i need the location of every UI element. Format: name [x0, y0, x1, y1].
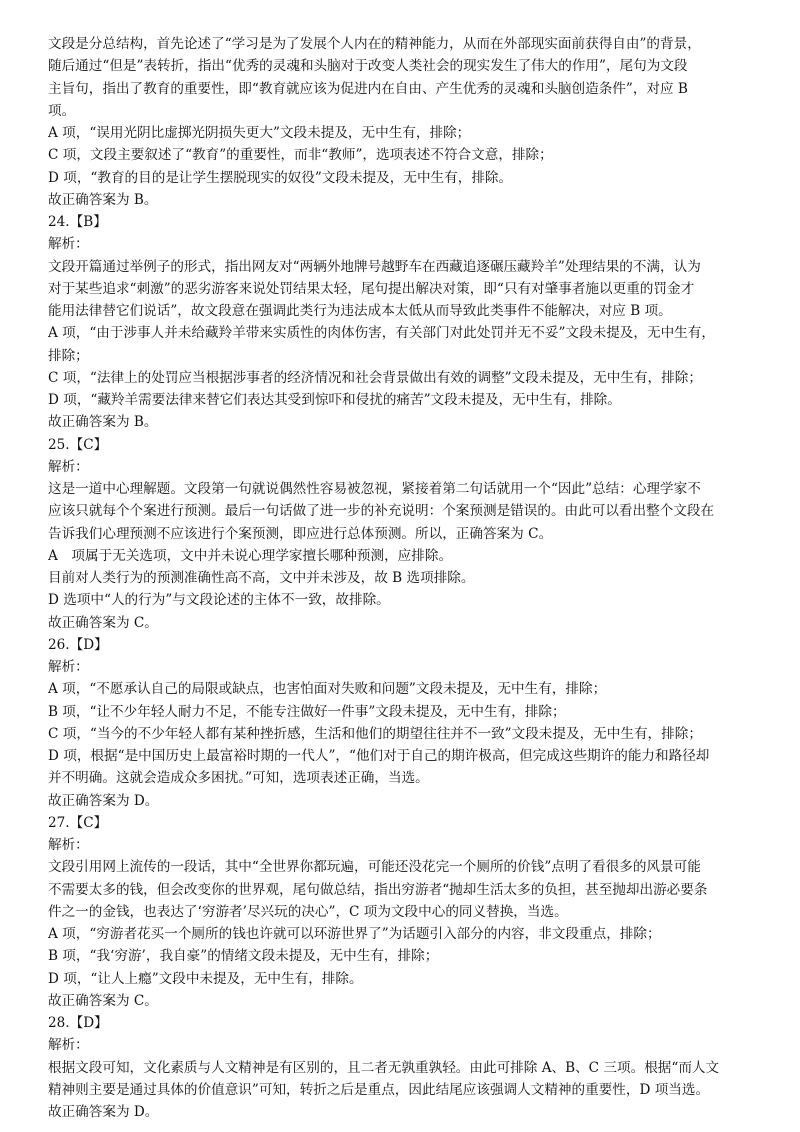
text-line: 告诉我们心理预测不应该进行个案预测，即应进行总体预测。所以，正确答案为 C。 — [48, 525, 553, 542]
option-analysis-line: D 选项中“人的行为”与文段论述的主体不一致，故排除。 — [48, 592, 390, 609]
text-line: 对于某些追求“刺激”的恶劣游客来说处罚结果太轻，尾句提出解决对策，即“只有对肇事者施以更重的罚金才 — [48, 280, 695, 297]
option-analysis-line: A 项，“穷游者花买一个厕所的钱也许就可以环游世界了”为话题引入部分的内容，非文段重点，排除； — [48, 926, 661, 942]
correct-answer-line: 故正确答案为 C。 — [48, 992, 158, 1009]
text-line: 文段开篇通过举例子的形式，指出网友对“两辆外地牌号越野车在西藏追逐碾压藏羚羊”处理结果的不满，认为 — [48, 258, 701, 275]
option-analysis-line: 并不明确。这就会造成众多困扰。”可知，选项表述正确，当选。 — [48, 770, 429, 787]
text-line: 精神则主要是通过具体的价值意识”可知，转折之后是重点，因此结尾应该强调人文精神的重要性，D 项当选。 — [48, 1081, 710, 1098]
correct-answer-line: 故正确答案为 B。 — [48, 414, 158, 431]
option-analysis-line: A 项，“不愿承认自己的局限或缺点，也害怕面对失败和问题”文段未提及，无中生有，排除； — [48, 681, 607, 698]
option-analysis-line: C 项，“当今的不少年轻人都有某种挫折感，生活和他们的期望往往并不一致”文段未提及，无中生有，排除； — [48, 725, 702, 742]
option-analysis-line: A 项，“误用光阴比虚掷光阴损失更大”文段未提及，无中生有，排除； — [48, 125, 471, 141]
analysis-label: 解析： — [48, 1037, 89, 1054]
question-number-heading: 27.【C】 — [48, 814, 108, 831]
correct-answer-line: 故正确答案为 B。 — [48, 191, 158, 208]
option-analysis-line: D 项，“教育的目的是让学生摆脱现实的奴役”文段未提及，无中生有，排除。 — [48, 169, 513, 186]
text-line: 能用法律替它们说话”，故文段意在强调此类行为违法成本太低从而导致此类事件不能解决，对应 B 项。 — [48, 303, 672, 319]
option-analysis-line: B 项，“让不少年轻人耐力不足，不能专注做好一件事”文段未提及，无中生有，排除； — [48, 703, 566, 720]
correct-answer-line: 故正确答案为 C。 — [48, 614, 158, 631]
option-analysis-line: D 项，根据“是中国历史上最富裕时期的一代人”，“他们对于自己的期许极高，但完成这些期许的能力和路径却 — [48, 748, 710, 764]
text-line: 文段是分总结构，首先论述了“学习是为了发展个人内在的精神能力，从而在外部现实面前获得自由”的背景， — [48, 36, 701, 52]
text-line: 随后通过“但是”表转折，指出“优秀的灵魂和头脑对于改变人类社会的现实发生了伟大的作用”，尾句为文段 — [48, 58, 688, 75]
option-analysis-line: A 项属于无关选项，文中并未说心理学家擅长哪种预测，应排除。 — [48, 547, 453, 564]
question-number-heading: 25.【C】 — [48, 436, 108, 453]
explanation-text-body — [48, 33, 754, 1123]
question-number-heading: 28.【D】 — [48, 1015, 108, 1031]
option-analysis-line: A 项，“由于涉事人并未给藏羚羊带来实质性的肉体伤害，有关部门对此处罚并无不妥”文段未提及，无中生有， — [48, 325, 715, 342]
text-line: 应该只就每个个案进行预测。最后一句话做了进一步的补充说明：个案预测是错误的。由此可以看出整个文段在 — [48, 503, 715, 520]
analysis-label: 解析： — [48, 236, 89, 253]
option-analysis-line: D 项，“藏羚羊需要法律来替它们表达其受到惊吓和侵扰的痛苦”文段未提及，无中生有，排除。 — [48, 392, 621, 408]
text-line: 主旨句，指出了教育的重要性，即“教育就应该为促进内在自由、产生优秀的灵魂和头脑创造条件”，对应 B — [48, 80, 688, 97]
option-analysis-line: C 项，文段主要叙述了“教育”的重要性，而非“教师”，选项表述不符合文意，排除； — [48, 147, 553, 164]
option-analysis-line: 目前对人类行为的预测准确性高不高，文中并未涉及，故 B 选项排除。 — [48, 570, 475, 586]
analysis-label: 解析： — [48, 659, 89, 675]
question-number-heading: 26.【D】 — [48, 636, 108, 653]
option-analysis-line: B 项，“我‘穷游’，我自豪”的情绪文段未提及，无中生有，排除； — [48, 948, 439, 965]
text-line: 项。 — [48, 102, 76, 119]
text-line: 文段引用网上流传的一段话，其中“全世界你都玩遍，可能还没花完一个厕所的价钱”点明了看很多的风景可能 — [48, 859, 701, 876]
question-number-heading: 24.【B】 — [48, 214, 107, 230]
correct-answer-line: 故正确答案为 D。 — [48, 792, 159, 809]
option-analysis-line: C 项，“法律上的处罚应当根据涉事者的经济情况和社会背景做出有效的调整”文段未提及，无中生有，排除； — [48, 369, 702, 386]
analysis-label: 解析： — [48, 837, 89, 853]
text-line: 不需要太多的钱，但会改变你的世界观，尾句做总结，指出穷游者“抛却生活太多的负担，甚至抛却出游必要条 — [48, 881, 708, 898]
option-analysis-line: D 项，“让人上瘾”文段中未提及，无中生有，排除。 — [48, 970, 363, 987]
analysis-label: 解析： — [48, 458, 89, 475]
text-line: 这是一道中心理解题。文段第一句就说偶然性容易被忽视，紧接着第二句话就用一个“因此”总结：心理学家不 — [48, 481, 701, 497]
correct-answer-line: 故正确答案为 D。 — [48, 1104, 159, 1120]
text-line: 件之一的金钱，也表达了‘穷游者’尽兴玩的决心”，C 项为文段中心的同义替换，当选。 — [48, 903, 568, 920]
text-line: 根据文段可知，文化素质与人文精神是有区别的，且二者无孰重孰轻。由此可排除 A、B、C 三项。根据“而人文 — [48, 1059, 720, 1076]
option-analysis-line: 排除； — [48, 347, 89, 364]
